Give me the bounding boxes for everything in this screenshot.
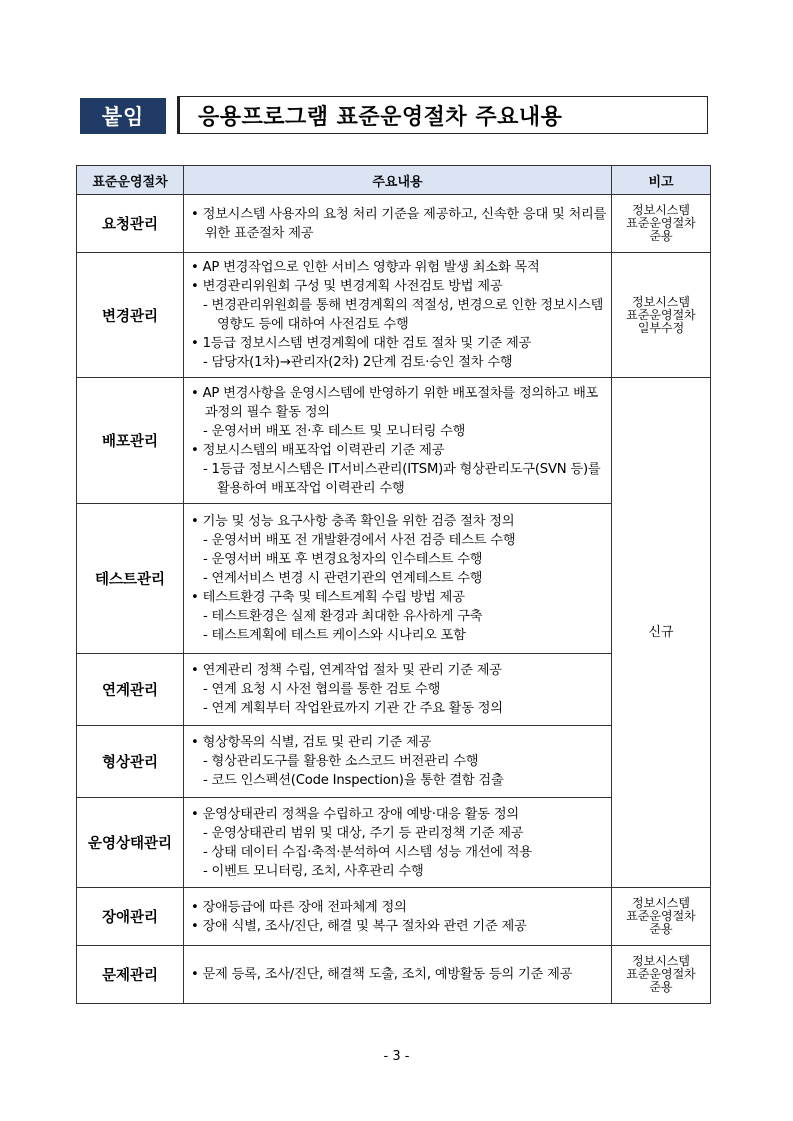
table-row	[77, 378, 711, 504]
procedure-content	[184, 378, 612, 504]
table-header-row	[77, 166, 711, 195]
note-line: 표준운영절차	[626, 307, 696, 322]
procedure-name: 변경관리	[77, 253, 184, 378]
procedure-content	[184, 654, 612, 726]
table-body	[77, 195, 711, 1004]
column-header-content: 주요내용	[184, 166, 612, 195]
table-row	[77, 253, 711, 378]
note-cell	[612, 253, 711, 378]
note-line: 정보시스템	[632, 896, 690, 910]
sub-item: - 운영서버 배포 후 변경요청자의 인수테스트 수행	[203, 552, 483, 567]
procedure-name: 형상관리	[77, 726, 184, 798]
bullet-item: • 테스트환경 구축 및 테스트계획 수립 방법 제공	[191, 590, 465, 605]
sub-item: - 코드 인스펙션(Code Inspection)을 통한 결함 검출	[203, 773, 504, 788]
sub-item: - 변경관리위원회를 통해 변경계획의 적절성, 변경으로 인한 정보시스템 영향도 등에 대하여 사전검토 수행	[203, 298, 604, 332]
sub-item: - 연계 요청 시 사전 협의를 통한 검토 수행	[203, 682, 441, 697]
note-line: 표준운영절차	[626, 967, 696, 981]
bullet-item: • 변경관리위원회 구성 및 변경계획 사전검토 방법 제공	[191, 279, 503, 294]
procedure-content	[184, 946, 612, 1004]
page-number: - 3 -	[383, 1049, 410, 1064]
procedure-content	[184, 195, 612, 253]
sub-item: - 담당자(1차)→관리자(2차) 2단계 검토·승인 절차 수행	[203, 355, 513, 370]
procedure-content	[184, 504, 612, 654]
table-row	[77, 195, 711, 253]
bullet-item: • 문제 등록, 조사/진단, 해결책 도출, 조치, 예방활동 등의 기준 제공	[191, 967, 573, 982]
sub-item: - 운영상태관리 범위 및 대상, 주기 등 관리정책 기준 제공	[203, 825, 524, 841]
sub-item: - 연계 계획부터 작업완료까지 기관 간 주요 활동 정의	[203, 701, 503, 716]
bullet-item: • 기능 및 성능 요구사항 충족 확인을 위한 검증 절차 정의	[191, 514, 515, 529]
note-line: 정보시스템	[632, 203, 690, 217]
procedure-content	[184, 726, 612, 798]
note-line: 준용	[649, 922, 673, 936]
bullet-item: • 형상항목의 식별, 검토 및 관리 기준 제공	[191, 735, 432, 750]
bullet-item: • 연계관리 정책 수립, 연계작업 절차 및 관리 기준 제공	[191, 663, 502, 678]
page-header	[80, 96, 710, 134]
note-line: 준용	[649, 229, 673, 243]
procedure-content	[184, 798, 612, 888]
procedure-name: 요청관리	[77, 195, 184, 253]
procedure-name: 문제관리	[77, 946, 184, 1004]
sub-item: - 운영서버 배포 전 개발환경에서 사전 검증 테스트 수행	[203, 533, 516, 548]
note-cell	[612, 946, 711, 1004]
sub-item: - 1등급 정보시스템은 IT서비스관리(ITSM)과 형상관리도구(SVN 등)를 활용하여 배포작업 이력관리 수행	[203, 461, 601, 496]
table-row	[77, 946, 711, 1004]
sub-item: - 운영서버 배포 전·후 테스트 및 모니터링 수행	[203, 423, 466, 439]
bullet-item: • 장애등급에 따른 장애 전파체계 정의	[191, 899, 407, 915]
procedure-table	[76, 165, 711, 1004]
sub-item: - 이벤트 모니터링, 조치, 사후관리 수행	[203, 863, 424, 879]
bullet-item: • AP 변경사항을 운영시스템에 반영하기 위한 배포절차를 정의하고 배포과정의 필수 활동 정의	[191, 385, 599, 420]
sub-item: - 형상관리도구를 활용한 소스코드 버전관리 수행	[203, 754, 479, 769]
procedure-content	[184, 888, 612, 946]
sub-item: - 테스트환경은 실제 환경과 최대한 유사하게 구축	[203, 609, 483, 624]
procedure-name: 연계관리	[77, 654, 184, 726]
sub-item: - 테스트계획에 테스트 케이스와 시나리오 포함	[203, 628, 466, 643]
procedure-name: 운영상태관리	[77, 798, 184, 888]
note-line: 정보시스템	[632, 294, 690, 309]
note-line: 표준운영절차	[626, 216, 696, 230]
table-row	[77, 888, 711, 946]
bullet-item: • 1등급 정보시스템 변경계획에 대한 검토 절차 및 기준 제공	[191, 336, 532, 351]
note-line: 표준운영절차	[626, 909, 696, 923]
procedure-content	[184, 253, 612, 378]
note-cell	[612, 195, 711, 253]
sub-item: - 상태 데이터 수집·축적·분석하여 시스템 성능 개선에 적용	[203, 844, 532, 860]
note-cell	[612, 888, 711, 946]
sub-item: - 연계서비스 변경 시 관련기관의 연계테스트 수행	[203, 571, 483, 586]
bullet-item: • 정보시스템의 배포작업 이력관리 기준 제공	[191, 442, 445, 458]
procedure-name: 배포관리	[77, 378, 184, 504]
column-header-procedure: 표준운영절차	[77, 166, 184, 195]
bullet-item: • AP 변경작업으로 인한 서비스 영향과 위험 발생 최소화 목적	[191, 260, 540, 275]
note-line: 일부수정	[637, 320, 685, 335]
page-title: 응용프로그램 표준운영절차 주요내용	[177, 96, 708, 134]
bullet-item: • 정보시스템 사용자의 요청 처리 기준을 제공하고, 신속한 응대 및 처리를 위한 표준절차 제공	[191, 206, 607, 241]
attachment-badge: 붙임	[80, 98, 166, 134]
procedure-name: 장애관리	[77, 888, 184, 946]
bullet-item: • 장애 식별, 조사/진단, 해결 및 복구 절차와 관련 기준 제공	[191, 918, 527, 934]
note-cell-merged: 신규	[612, 378, 711, 888]
note-line: 준용	[649, 980, 673, 994]
column-header-note: 비고	[612, 166, 711, 195]
note-line: 정보시스템	[632, 954, 690, 968]
procedure-name: 테스트관리	[77, 504, 184, 654]
bullet-item: • 운영상태관리 정책을 수립하고 장애 예방·대응 활동 정의	[191, 806, 519, 822]
